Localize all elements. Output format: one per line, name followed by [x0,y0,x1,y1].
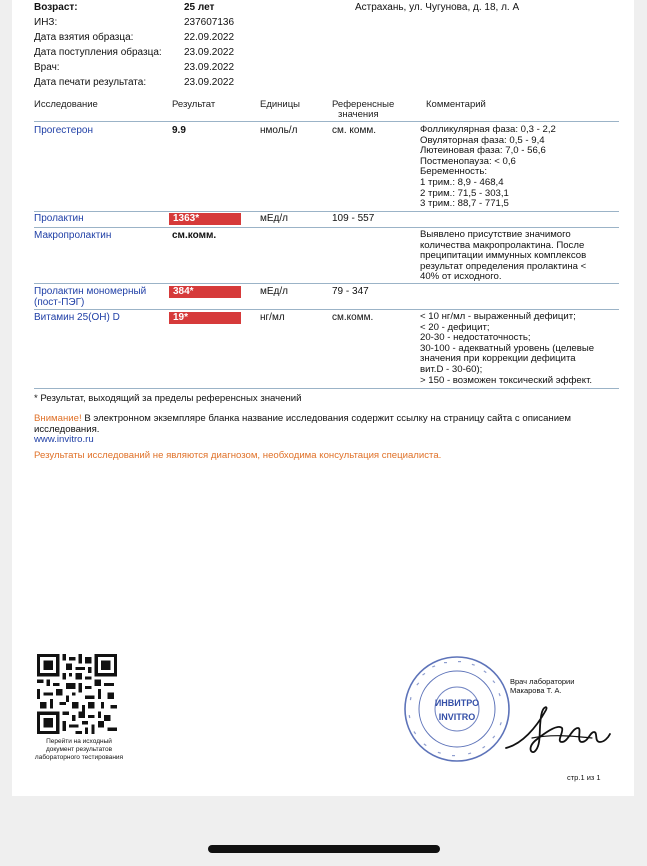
row-macroprolactin-result: см.комм. [172,230,217,241]
header-study: Исследование [34,99,98,110]
home-indicator[interactable] [208,845,440,853]
row-macroprolactin-comment: Выявлено присутствие значимого количества макропролактина. После преципитации иммунных комплексов результат определения пролактина < 40% от исходного. [420,229,587,283]
page-number: стр.1 из 1 [567,773,601,782]
age-value: 25 лет [184,2,215,13]
handwritten-signature [502,698,612,760]
row-monomeric-prolactin-name-2[interactable]: (пост-ПЭГ) [34,297,85,308]
header-divider [34,121,619,122]
attention-line-2: исследования. [34,424,100,435]
sample-taken-value: 22.09.2022 [184,32,235,43]
header-ref-1: Референсные [332,99,395,110]
inz-label: ИНЗ: [34,17,58,28]
row-vitamin-d-ref: см.комм. [332,312,374,323]
attention-text: В электронном экземпляре бланка название исследования содержит ссылку на страницу сайта с описанием [81,413,571,424]
svg-text:INVITRO: INVITRO [438,712,476,722]
print-date-label: Дата печати результата: [34,77,147,88]
row-prolactin-name[interactable]: Пролактин [34,213,84,224]
row-vitamin-d-result-flag: 19* [169,312,241,324]
doctor-value: 23.09.2022 [184,62,235,73]
row-macroprolactin-name[interactable]: Макропролактин [34,230,112,241]
qr-code-icon[interactable] [37,654,117,734]
disclaimer: Результаты исследований не являются диагнозом, необходима консультация специалиста. [34,450,442,461]
table-bottom-divider [34,388,619,389]
attention-word: Внимание! [34,413,82,424]
row-monomeric-prolactin-ref: 79 - 347 [332,286,369,297]
row-progesterone-comment: Фолликулярная фаза: 0,3 - 2,2 Овуляторная фаза: 0,5 - 9,4 Лютеиновая фаза: 7,0 - 56,6 Постменопауза: < 0,6 Беременность: 1 трим.: 8,9 - 468,4 2 трим.: 71,5 - 303,1 3 трим.: 88,7 - 771,5 [420,124,556,210]
inz-value: 237607136 [184,17,235,28]
row-divider [34,309,619,310]
sample-received-label: Дата поступления образца: [34,47,162,58]
sample-taken-label: Дата взятия образца: [34,32,134,43]
row-prolactin-ref: 109 - 557 [332,213,375,224]
header-ref-2: значения [338,109,379,120]
header-units: Единицы [260,99,301,110]
sample-received-value: 23.09.2022 [184,47,235,58]
doctor-signature-label: Врач лаборатории Макарова Т. А. [510,677,575,695]
qr-caption: Перейти на исходный документ результатов лабораторного тестирования [34,738,124,761]
row-progesterone-result: 9.9 [172,125,186,136]
age-label: Возраст: [34,2,78,13]
footnote: * Результат, выходящий за пределы референсных значений [34,393,302,404]
print-date-value: 23.09.2022 [184,77,235,88]
row-divider [34,211,619,212]
row-monomeric-prolactin-result-flag: 384* [169,286,241,298]
row-divider [34,227,619,228]
row-monomeric-prolactin-name-1[interactable]: Пролактин мономерный [34,286,147,297]
row-progesterone-name[interactable]: Прогестерон [34,125,93,136]
lab-stamp-seal [402,654,512,764]
svg-text:ИНВИТРО: ИНВИТРО [434,698,480,708]
header-result: Результат [172,99,216,110]
row-monomeric-prolactin-units: мЕд/л [260,286,288,297]
attention-line-1 [34,413,571,424]
row-divider [34,283,619,284]
doctor-label: Врач: [34,62,60,73]
lab-address: Астрахань, ул. Чугунова, д. 18, л. А [355,2,520,13]
row-progesterone-units: нмоль/л [260,125,298,136]
row-vitamin-d-comment: < 10 нг/мл - выраженный дефицит; < 20 - дефицит; 20-30 - недостаточность; 30-100 - адекватный уровень (целевые значения при коррекции дефицита вит.D - 30-60); > 150 - возможен токсический эффект. [420,311,595,386]
row-vitamin-d-units: нг/мл [260,312,285,323]
row-prolactin-result-flag: 1363* [169,213,241,225]
website-link[interactable]: www.invitro.ru [34,434,94,445]
lab-report-sheet [12,0,634,796]
row-prolactin-units: мЕд/л [260,213,288,224]
row-vitamin-d-name[interactable]: Витамин 25(OH) D [34,312,120,323]
row-progesterone-ref: см. комм. [332,125,377,136]
header-comment: Комментарий [426,99,486,110]
